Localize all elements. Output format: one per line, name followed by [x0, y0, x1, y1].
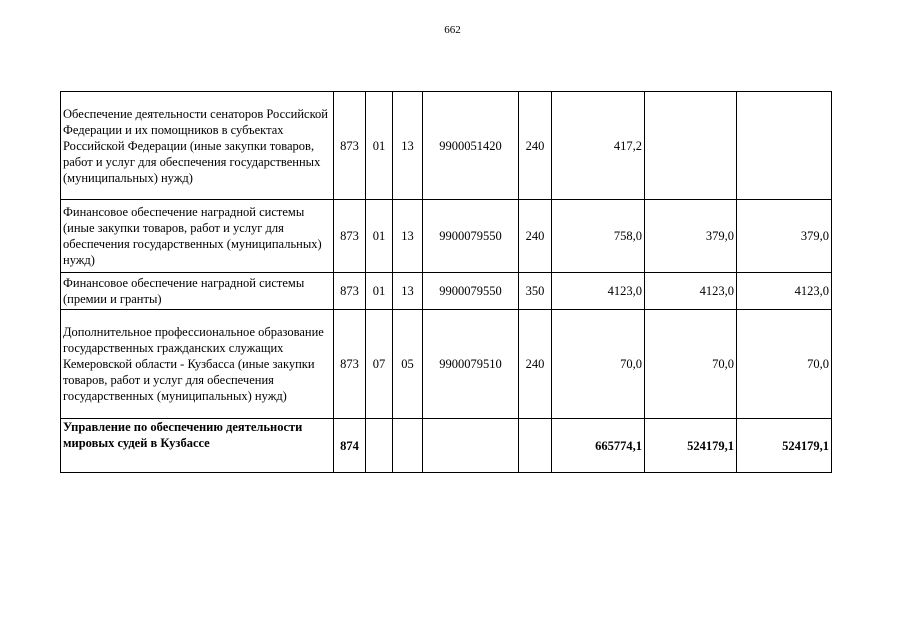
amount-year-2: 379,0: [645, 200, 737, 273]
amount-year-1: 417,2: [552, 92, 645, 200]
target-article-code: 9900079550: [423, 273, 519, 310]
target-article-code: 9900079510: [423, 310, 519, 419]
amount-year-2: 524179,1: [645, 419, 737, 473]
amount-year-1: 70,0: [552, 310, 645, 419]
amount-year-1: 665774,1: [552, 419, 645, 473]
amount-year-2: 4123,0: [645, 273, 737, 310]
section-code: 01: [366, 273, 393, 310]
amount-year-3: 70,0: [737, 310, 832, 419]
table-row: [61, 200, 832, 273]
section-code: 01: [366, 200, 393, 273]
target-article-code: 9900079550: [423, 200, 519, 273]
row-name: Обеспечение деятельности сенаторов Российской Федерации и их помощников в субъектах Российской Федерации (иные закупки товаров, работ и услуг для обеспечения государственных (муниципальных) нужд): [61, 92, 334, 200]
expense-type-code: 240: [519, 310, 552, 419]
amount-year-1: 758,0: [552, 200, 645, 273]
amount-year-2: [645, 92, 737, 200]
ved-code: 873: [334, 92, 366, 200]
target-article-code: [423, 419, 519, 473]
expense-type-code: 350: [519, 273, 552, 310]
expense-type-code: 240: [519, 200, 552, 273]
subsection-code: 05: [393, 310, 423, 419]
amount-year-3: 524179,1: [737, 419, 832, 473]
ved-code: 874: [334, 419, 366, 473]
table-row: [61, 273, 832, 310]
section-code: [366, 419, 393, 473]
amount-year-3: 4123,0: [737, 273, 832, 310]
budget-table: [60, 91, 832, 473]
page-number: 662: [444, 24, 461, 36]
subsection-code: 13: [393, 200, 423, 273]
ved-code: 873: [334, 310, 366, 419]
subsection-code: 13: [393, 92, 423, 200]
subsection-code: 13: [393, 273, 423, 310]
section-code: 07: [366, 310, 393, 419]
amount-year-3: [737, 92, 832, 200]
amount-year-3: 379,0: [737, 200, 832, 273]
table-row: [61, 310, 832, 419]
amount-year-1: 4123,0: [552, 273, 645, 310]
subsection-code: [393, 419, 423, 473]
table-row-total: [61, 419, 832, 473]
row-name: Дополнительное профессиональное образование государственных гражданских служащих Кемеровской области - Кузбасса (иные закупки товаров, работ и услуг для обеспечения государственных (муниципальных) нужд): [61, 310, 334, 419]
amount-year-2: 70,0: [645, 310, 737, 419]
table-row: [61, 92, 832, 200]
row-name: Финансовое обеспечение наградной системы (премии и гранты): [61, 273, 334, 310]
ved-code: 873: [334, 200, 366, 273]
row-name: Финансовое обеспечение наградной системы (иные закупки товаров, работ и услуг для обеспечения государственных (муниципальных) нужд): [61, 200, 334, 273]
expense-type-code: [519, 419, 552, 473]
section-code: 01: [366, 92, 393, 200]
ved-code: 873: [334, 273, 366, 310]
expense-type-code: 240: [519, 92, 552, 200]
row-name: Управление по обеспечению деятельности мировых судей в Кузбассе: [61, 419, 334, 473]
target-article-code: 9900051420: [423, 92, 519, 200]
